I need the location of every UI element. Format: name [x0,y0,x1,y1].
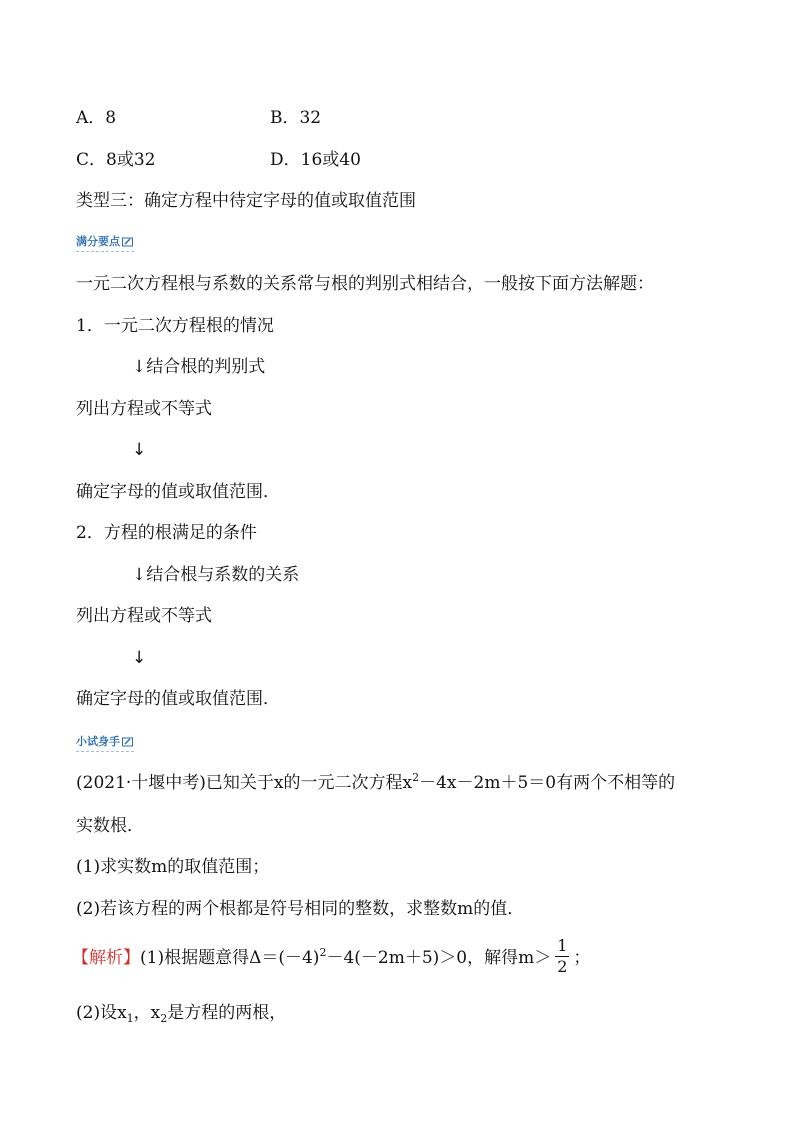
exponent: 2 [319,946,327,959]
problem-text: －4x－2m＋5＝0有两个不相等的 [419,773,676,793]
pencil-icon [122,237,134,247]
pencil-icon [122,737,134,747]
solution-text: －4(－2m＋5)＞0，解得m＞ [326,948,552,968]
problem-line2: 实数根． [76,816,144,836]
method1-step: 列出方程或不等式 [76,399,212,419]
option-b: B．32 [270,108,322,128]
analysis-tag: 【解析】 [72,948,140,968]
badge-label: 满分要点 [76,235,120,248]
fraction [555,936,569,977]
method2-head: 2．方程的根满足的条件 [76,523,257,543]
method2-result: 确定字母的值或取值范围． [76,689,280,709]
badge-try-it [76,734,134,750]
solution-text: ； [573,948,591,968]
solution-line2 [76,1001,286,1025]
exponent: 2 [412,771,420,784]
option-d: D．16或40 [270,150,361,170]
fraction-numerator: 1 [557,936,568,955]
badge-label: 小试身手 [76,735,120,748]
option-c: C．8或32 [76,150,156,170]
option-a: A．8 [76,108,117,128]
solution-text: (2)设x [76,1003,127,1023]
method1-arrow-label: ↓结合根的判别式 [132,357,266,377]
question-2: (2)若该方程的两个根都是符号相同的整数，求整数m的值． [76,899,525,919]
method1-head: 1．一元二次方程根的情况 [76,316,274,336]
method2-step: 列出方程或不等式 [76,606,212,626]
problem-text: (2021·十堰中考)已知关于x的一元二次方程x [76,773,413,793]
method1-result: 确定字母的值或取值范围． [76,482,280,502]
problem-line1 [76,771,675,795]
solution-text: ，x [133,1003,161,1023]
solution-text: 是方程的两根， [167,1003,287,1023]
fraction-denominator: 2 [557,957,568,976]
subscript: 2 [160,1012,168,1025]
subscript: 1 [126,1012,134,1025]
question-1: (1)求实数m的取值范围； [76,857,270,877]
section-title: 类型三：确定方程中待定字母的值或取值范围 [76,191,416,211]
method2-arrow-label: ↓结合根与系数的关系 [132,565,300,585]
solution-line1 [72,934,590,982]
intro-text: 一元二次方程根与系数的关系常与根的判别式相结合，一般按下面方法解题： [76,274,654,294]
down-arrow-icon: ↓ [132,648,147,668]
down-arrow-icon: ↓ [132,440,147,460]
solution-text: (1)根据题意得Δ＝(－4) [140,948,320,968]
badge-key-points [76,234,134,250]
